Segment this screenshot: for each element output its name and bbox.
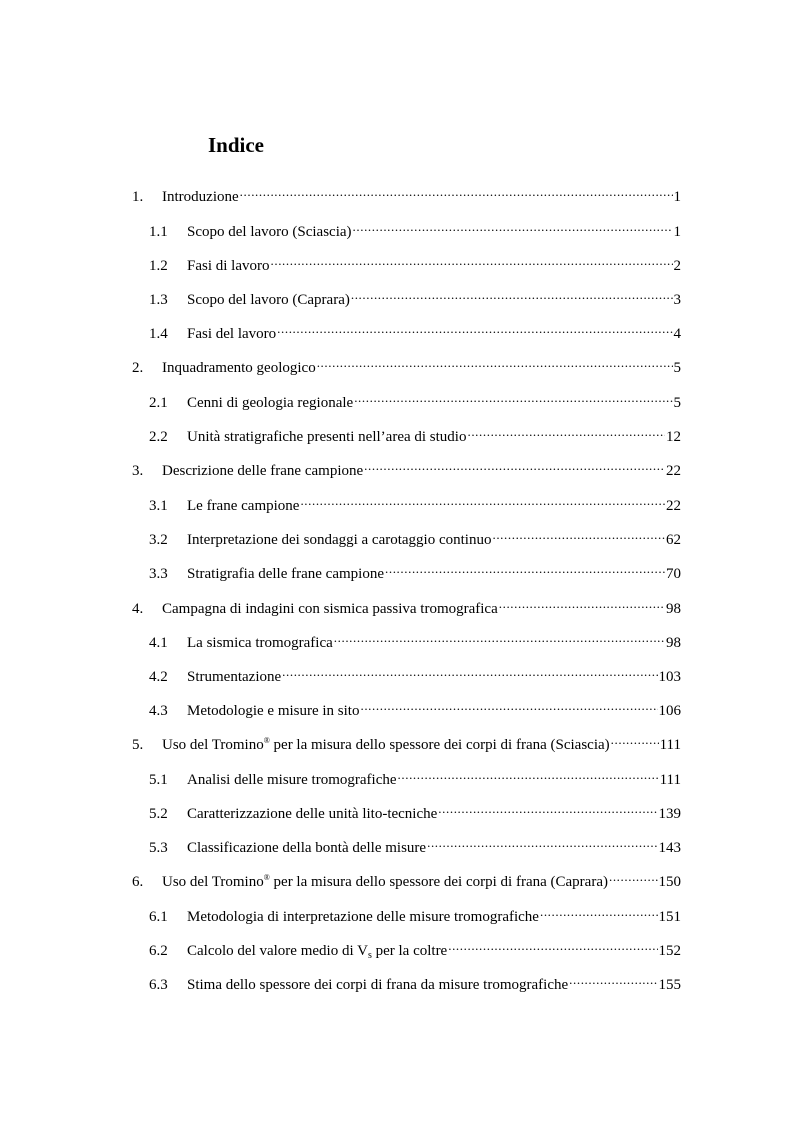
toc-entry-title: Analisi delle misure tromografiche <box>187 772 397 788</box>
subscript: s <box>367 950 372 961</box>
toc-entry-number: 6. <box>132 874 144 890</box>
toc-dot-leader <box>360 695 657 715</box>
toc-dot-leader <box>467 421 665 441</box>
toc-entry-title: Uso del Tromino® per la misura dello spessore dei corpi di frana (Caprara) <box>162 873 608 890</box>
toc-entry-page: 152 <box>658 943 681 959</box>
toc-entry-title: Scopo del lavoro (Caprara) <box>187 292 350 308</box>
toc-entry-title: Metodologia di interpretazione delle misure tromografiche <box>187 909 539 925</box>
toc-dot-leader <box>277 318 672 338</box>
toc-entry-page: 98 <box>666 601 681 617</box>
toc-dot-leader <box>317 352 673 372</box>
toc-entry-page: 2 <box>673 258 681 274</box>
toc-entry-title: Strumentazione <box>187 669 282 685</box>
toc-entry-number: 2.1 <box>149 395 168 411</box>
toc-entry-page: 1 <box>673 224 681 240</box>
toc-entry[interactable] <box>149 627 681 651</box>
toc-entry[interactable] <box>149 284 681 308</box>
toc-entry-page: 106 <box>658 703 681 719</box>
toc-title: Indice <box>208 133 265 157</box>
toc-entry-title: Campagna di indagini con sismica passiva tromografica <box>162 601 498 617</box>
toc-entry-number: 3. <box>132 463 144 479</box>
toc-dot-leader <box>398 764 659 784</box>
toc-entry-page: 62 <box>666 532 681 548</box>
toc-entry-number: 2.2 <box>149 429 168 445</box>
toc-dot-leader <box>334 627 665 647</box>
toc-entry-title: Inquadramento geologico <box>162 360 316 376</box>
toc-entry-title: Metodologie e misure in sito <box>187 703 360 719</box>
toc-dot-leader <box>300 490 665 510</box>
toc-entry-number: 6.2 <box>149 943 168 959</box>
toc-entry-title: Cenni di geologia regionale <box>187 395 354 411</box>
toc-entry-page: 155 <box>658 977 681 993</box>
toc-entry-title: Descrizione delle frane campione <box>162 463 364 479</box>
toc-dot-leader <box>609 866 658 886</box>
toc-entry-title: Unità stratigrafiche presenti nell’area di studio <box>187 429 467 445</box>
toc-entry-title: Stima dello spessore dei corpi di frana da misure tromografiche <box>187 977 569 993</box>
toc-entry-number: 3.1 <box>149 498 168 514</box>
toc-entry-number: 5. <box>132 737 144 753</box>
toc-entry-page: 103 <box>658 669 681 685</box>
toc-entry[interactable] <box>149 490 681 514</box>
toc-entry[interactable] <box>149 216 681 240</box>
toc-entry-number: 5.2 <box>149 806 168 822</box>
toc-entry-number: 5.3 <box>149 840 168 856</box>
toc-entry-title: Uso del Tromino® per la misura dello spessore dei corpi di frana (Sciascia) <box>162 736 610 753</box>
toc-entry-page: 3 <box>673 292 681 308</box>
toc-entry[interactable] <box>149 901 681 925</box>
toc-entry-page: 5 <box>673 395 681 411</box>
toc-dot-leader <box>611 729 659 749</box>
toc-entry-title: Interpretazione dei sondaggi a carotaggio continuo <box>187 532 492 548</box>
toc-entry[interactable] <box>149 832 681 856</box>
toc-entry-title: Fasi di lavoro <box>187 258 270 274</box>
toc-entry-number: 6.1 <box>149 909 168 925</box>
toc-entry-title: Stratigrafia delle frane campione <box>187 566 384 582</box>
toc-entry[interactable] <box>132 866 681 890</box>
toc-entry-number: 6.3 <box>149 977 168 993</box>
toc-entry-title: La sismica tromografica <box>187 635 333 651</box>
toc-entry[interactable] <box>149 387 681 411</box>
toc-dot-leader <box>569 969 657 989</box>
toc-dot-leader <box>492 524 665 544</box>
toc-entry-page: 4 <box>673 326 681 342</box>
toc-dot-leader <box>438 798 657 818</box>
toc-entry[interactable] <box>149 558 681 582</box>
toc-entry[interactable] <box>149 318 681 342</box>
toc-entry[interactable] <box>149 935 681 961</box>
toc-dot-leader <box>353 216 673 236</box>
toc-entry-number: 1.3 <box>149 292 168 308</box>
toc-entry-title: Caratterizzazione delle unità lito-tecniche <box>187 806 438 822</box>
toc-entry-number: 4. <box>132 601 144 617</box>
toc-entry[interactable] <box>132 593 681 617</box>
toc-dot-leader <box>282 661 657 681</box>
toc-entry-number: 1. <box>132 189 144 205</box>
toc-entry-number: 4.3 <box>149 703 168 719</box>
toc-entry-number: 1.4 <box>149 326 168 342</box>
toc-entry-page: 5 <box>673 360 681 376</box>
toc-dot-leader <box>351 284 673 304</box>
toc-entry[interactable] <box>149 524 681 548</box>
toc-entry[interactable] <box>149 421 681 445</box>
toc-entry-page: 150 <box>658 874 681 890</box>
toc-entry-title: Fasi del lavoro <box>187 326 277 342</box>
toc-entry-number: 2. <box>132 360 144 376</box>
toc-entry-number: 3.2 <box>149 532 168 548</box>
toc-entry-number: 4.1 <box>149 635 168 651</box>
toc-entry-number: 1.2 <box>149 258 168 274</box>
toc-entry-number: 1.1 <box>149 224 168 240</box>
toc-entry-page: 98 <box>666 635 681 651</box>
toc-entry-title: Classificazione della bontà delle misure <box>187 840 427 856</box>
toc-entry-page: 111 <box>659 772 681 788</box>
toc-entry-page: 151 <box>658 909 681 925</box>
toc-dot-leader <box>271 250 673 270</box>
toc-entry-number: 4.2 <box>149 669 168 685</box>
toc-entry[interactable] <box>149 764 681 788</box>
toc-entry[interactable] <box>149 661 681 685</box>
toc-dot-leader <box>540 901 658 921</box>
toc-entry-title: Introduzione <box>162 189 239 205</box>
toc-entry-number: 3.3 <box>149 566 168 582</box>
toc-entry-title: Calcolo del valore medio di $V_s$ per la coltre <box>187 943 448 961</box>
toc-dot-leader <box>448 935 657 955</box>
toc-entry[interactable] <box>132 729 681 753</box>
toc-entry-page: 1 <box>673 189 681 205</box>
toc-entry-title: Le frane campione <box>187 498 300 514</box>
toc-dot-leader <box>240 181 673 201</box>
toc-entry-page: 139 <box>658 806 681 822</box>
toc-dot-leader <box>354 387 672 407</box>
toc-dot-leader <box>385 558 665 578</box>
toc-entry[interactable] <box>132 352 681 376</box>
registered-mark: ® <box>263 873 270 882</box>
toc-entry-page: 22 <box>666 463 681 479</box>
toc-dot-leader <box>364 455 665 475</box>
toc-entry-page: 143 <box>658 840 681 856</box>
toc-entry-page: 12 <box>666 429 681 445</box>
toc-entry[interactable] <box>132 181 681 205</box>
toc-entry-page: 22 <box>666 498 681 514</box>
toc-entry[interactable] <box>149 695 681 719</box>
toc-entry-page: 111 <box>659 737 681 753</box>
toc-entry[interactable] <box>149 969 681 993</box>
toc-entry-page: 70 <box>666 566 681 582</box>
toc-entry[interactable] <box>149 250 681 274</box>
registered-mark: ® <box>263 736 270 745</box>
toc-dot-leader <box>427 832 657 852</box>
toc-entry[interactable] <box>149 798 681 822</box>
toc-entry[interactable] <box>132 455 681 479</box>
toc-dot-leader <box>499 593 665 613</box>
toc-entry-number: 5.1 <box>149 772 168 788</box>
toc-entry-title: Scopo del lavoro (Sciascia) <box>187 224 352 240</box>
